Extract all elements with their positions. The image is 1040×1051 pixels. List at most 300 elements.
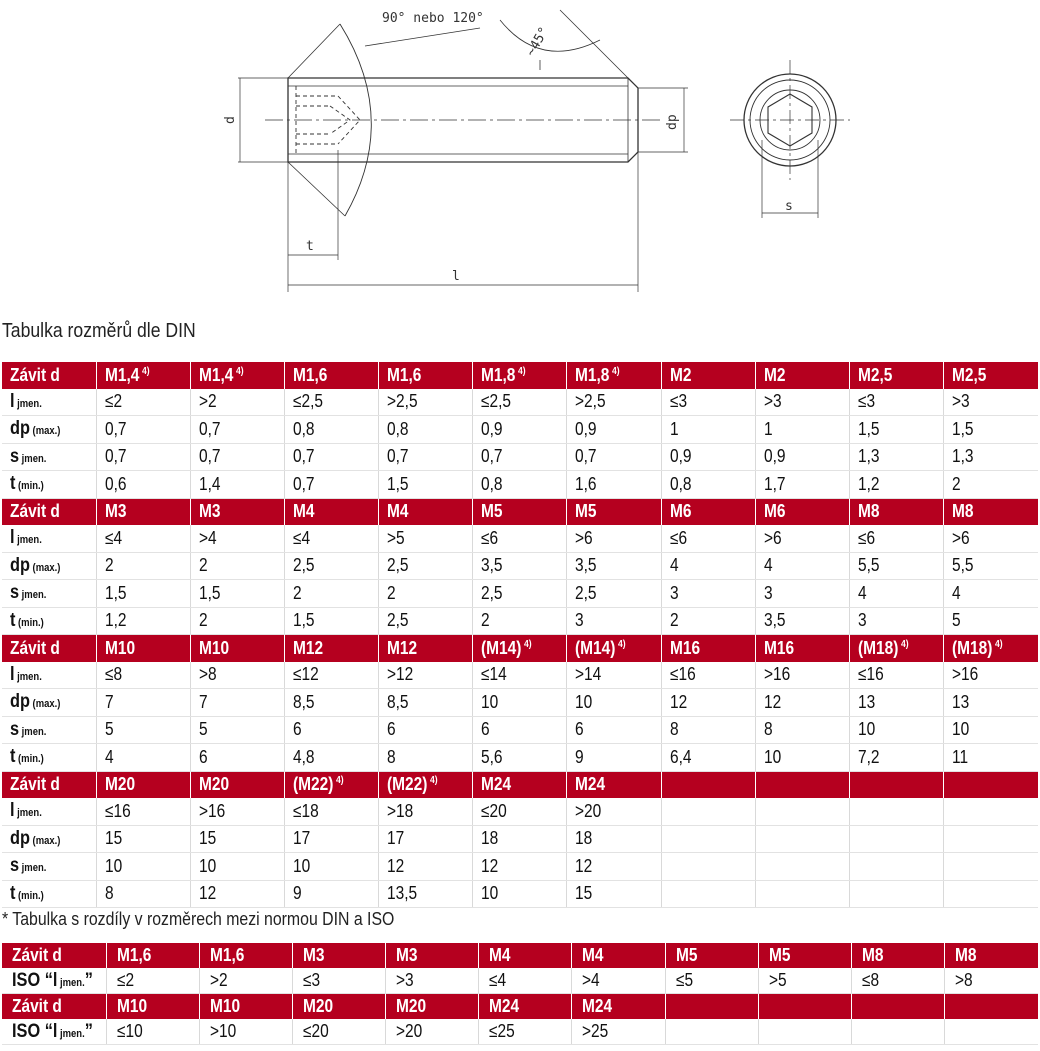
iso-thread-header-row [2, 943, 1038, 968]
dimension-value: 1 [669, 418, 679, 439]
iso-length-value: ≤5 [675, 970, 693, 990]
dimension-symbol: l [10, 390, 15, 412]
dimension-value-cell [190, 416, 284, 444]
dimension-label-wrap [10, 391, 42, 413]
dimension-value-cell [661, 552, 755, 580]
dimension-value: ≤2 [104, 391, 122, 412]
dimension-value-cell [473, 443, 567, 471]
thread-size-cell [661, 362, 755, 389]
thread-size-cell [386, 994, 479, 1020]
dimension-value-cell [379, 580, 473, 608]
dimension-symbol: t [10, 746, 16, 768]
thread-size-cell [945, 943, 1038, 968]
dimension-row [2, 471, 1038, 499]
iso-length-value-cell [479, 968, 572, 994]
dimension-value: 0,7 [292, 473, 315, 494]
dimension-value-cell [567, 853, 661, 881]
dimension-value: 1,5 [292, 610, 315, 631]
dimension-value: 12 [481, 855, 499, 876]
thread-size-cell [106, 943, 199, 968]
dimension-value-cell [379, 880, 473, 908]
dimension-value-cell [379, 798, 473, 825]
thread-size-cell [199, 994, 292, 1020]
dimension-value-cell [473, 525, 567, 552]
thread-header-row [2, 635, 1038, 662]
dimension-value-cell [850, 552, 944, 580]
iso-length-value: >4 [582, 970, 601, 990]
thread-size-text: M3 [104, 501, 127, 522]
dimension-value: 12 [575, 855, 593, 876]
dimension-value-cell [96, 880, 190, 908]
dimension-value-cell [661, 880, 755, 908]
iso-length-value-cell [572, 968, 665, 994]
dimension-label [2, 607, 96, 635]
dimension-qualifier: (max.) [32, 561, 61, 574]
thread-size: M8 [862, 945, 884, 965]
dimension-value: 2,5 [387, 555, 409, 576]
thread-size [952, 638, 1003, 659]
dimension-row [2, 416, 1038, 444]
dimension-value-cell [850, 443, 944, 471]
dimension-value: 7 [198, 691, 208, 712]
thread-size: M4 [582, 945, 604, 965]
iso-length-label [2, 968, 106, 994]
dimension-value: 0,8 [292, 418, 315, 439]
thread-size-cell [945, 994, 1038, 1020]
dimension-value: >14 [575, 664, 602, 685]
dimension-value-cell [567, 525, 661, 552]
iso-difference-table [2, 943, 1038, 1045]
thread-size-text: M2 [669, 364, 692, 385]
dimension-value: 9 [292, 883, 302, 904]
dimension-value: 2 [292, 582, 302, 603]
thread-label-text: Závit d [10, 364, 60, 385]
thread-size-text: M2,5 [952, 364, 987, 385]
dimension-value: 2 [198, 610, 208, 631]
thread-size-cell [190, 498, 284, 525]
thread-size [105, 365, 150, 386]
dimension-value-cell [944, 825, 1038, 853]
thread-size: M20 [302, 996, 333, 1016]
dimension-value: 5 [198, 719, 208, 740]
iso-length-value: ≤20 [302, 1021, 329, 1041]
dimension-value: ≤16 [669, 664, 696, 685]
thread-size-text: M6 [669, 501, 692, 522]
dimension-qualifier: jmen. [21, 725, 47, 738]
dim-d-label: d [223, 116, 238, 124]
dimension-value-cell [567, 716, 661, 744]
iso-length-value-cell [852, 1019, 945, 1045]
thread-size [199, 365, 244, 386]
dimension-value-cell [944, 853, 1038, 881]
dimension-value-cell [284, 389, 378, 416]
dimension-value: 0,7 [104, 446, 127, 467]
dimension-value-cell [379, 853, 473, 881]
dimension-value: 7,2 [858, 746, 880, 767]
dimension-value-cell [96, 443, 190, 471]
thread-size-cell [665, 943, 758, 968]
dimension-value: 13 [858, 691, 876, 712]
dimension-value-cell [96, 525, 190, 552]
thread-size-cell [661, 498, 755, 525]
dimension-value-cell [850, 662, 944, 689]
iso-length-value-cell [199, 968, 292, 994]
dimension-value: 10 [481, 883, 499, 904]
dimension-row [2, 880, 1038, 908]
footnote-mark: 4) [995, 638, 1003, 650]
dimension-value: 0,8 [387, 418, 409, 439]
dimension-value: ≤16 [858, 664, 884, 685]
dimension-symbol: s [10, 718, 20, 740]
thread-size: M5 [768, 945, 791, 965]
thread-size [199, 774, 229, 795]
dimension-value-cell [190, 689, 284, 717]
dimension-value: 2,5 [292, 555, 315, 576]
dimension-qualifier: (min.) [18, 616, 44, 629]
thread-size: M4 [489, 945, 511, 965]
thread-size-cell [473, 498, 567, 525]
thread-size-text: M10 [198, 637, 229, 658]
dimension-value-cell [755, 825, 849, 853]
dimension-label [2, 662, 96, 689]
thread-size-cell [755, 635, 849, 662]
dimension-value: 4 [763, 555, 773, 576]
dimension-value-cell [190, 443, 284, 471]
dimension-value-cell [850, 825, 944, 853]
dimension-row [2, 744, 1038, 772]
dimension-value: >4 [198, 527, 217, 548]
dimension-value-cell [96, 716, 190, 744]
dimension-value: 0,6 [104, 473, 127, 494]
din-dimension-table [2, 362, 1038, 908]
thread-size-cell [758, 994, 851, 1020]
thread-size-cell [755, 362, 849, 389]
thread-size-text: M3 [198, 501, 221, 522]
dimension-value: 0,9 [575, 418, 597, 439]
thread-size [670, 501, 692, 522]
thread-size-text: M6 [763, 501, 786, 522]
thread-size-cell [379, 498, 473, 525]
dimension-value-cell [190, 662, 284, 689]
iso-length-value: >20 [396, 1021, 423, 1041]
dimension-value-cell [190, 471, 284, 499]
thread-size [575, 365, 620, 386]
iso-length-value-cell [292, 968, 385, 994]
dim-s-label: s [785, 199, 793, 214]
dimension-value: 17 [387, 828, 405, 849]
dimension-value: 8 [387, 746, 396, 767]
dimension-value: 3 [763, 582, 773, 603]
dimension-value-cell [96, 744, 190, 772]
dimension-value-cell [96, 580, 190, 608]
dimension-value: ≤18 [292, 800, 319, 821]
dimension-value-cell [96, 416, 190, 444]
iso-length-value-cell [386, 968, 479, 994]
thread-size-text: (M14) [575, 637, 616, 658]
dimension-label-wrap [10, 828, 60, 850]
dimension-value: 17 [292, 828, 311, 849]
dimension-value-cell [661, 580, 755, 608]
dimension-value-cell [379, 662, 473, 689]
thread-size-cell [96, 771, 190, 798]
dimension-value-cell [96, 471, 190, 499]
dimension-value-cell [567, 662, 661, 689]
dimension-value-cell [190, 552, 284, 580]
thread-size-text: M4 [387, 501, 409, 522]
dimension-value: ≤12 [292, 664, 319, 685]
dimension-value: ≤14 [481, 664, 507, 685]
angle-label: 90° nebo 120° [382, 11, 484, 26]
dimension-value-cell [567, 744, 661, 772]
dimension-value-cell [944, 744, 1038, 772]
dimension-value: 13 [952, 691, 970, 712]
thread-size [105, 774, 135, 795]
thread-size-text: (M18) [952, 637, 993, 658]
thread-size [952, 501, 974, 522]
thread-size-text: M16 [669, 637, 700, 658]
dimension-value-cell [567, 443, 661, 471]
dimension-row [2, 389, 1038, 416]
thread-size-cell [479, 994, 572, 1020]
dimension-value-cell [190, 880, 284, 908]
dimension-value-cell [190, 607, 284, 635]
dimension-value-cell [96, 607, 190, 635]
dimension-value-cell [567, 416, 661, 444]
dimension-value-cell [944, 443, 1038, 471]
iso-label-qualifier: jmen. [59, 1027, 85, 1040]
thread-size-text: (M14) [481, 637, 522, 658]
thread-size-cell [473, 362, 567, 389]
dimension-value-cell [473, 825, 567, 853]
footnote-mark: 4) [141, 365, 150, 377]
dimension-value-cell [190, 716, 284, 744]
dimension-value-cell [284, 825, 378, 853]
dimension-value-cell [284, 853, 378, 881]
dimension-qualifier: (min.) [18, 480, 44, 493]
dimension-value: 1,2 [858, 473, 880, 494]
thread-size-text: M1,4 [198, 364, 234, 385]
thread-size-cell [755, 498, 849, 525]
thread-size-text: M20 [104, 774, 135, 795]
dimension-value-cell [661, 825, 755, 853]
dimension-value-cell [96, 552, 190, 580]
thread-header-row [2, 362, 1038, 389]
thread-size-cell [944, 362, 1038, 389]
dim-t-label: t [306, 239, 314, 254]
dimension-value: 6 [387, 719, 396, 740]
dimension-value-cell [755, 389, 849, 416]
dimension-value-cell [755, 662, 849, 689]
iso-length-label-wrap [12, 970, 93, 992]
thread-label [2, 943, 106, 968]
dimension-value: ≤6 [481, 527, 499, 548]
dimension-value-cell [755, 853, 849, 881]
dimension-value-cell [567, 471, 661, 499]
dimension-value-cell [190, 580, 284, 608]
dimension-value-cell [755, 552, 849, 580]
thread-size-text: M5 [575, 501, 597, 522]
dimension-label-wrap [10, 446, 46, 468]
dimension-value-cell [661, 662, 755, 689]
dimension-value-cell [661, 471, 755, 499]
dimension-value: 2 [387, 582, 396, 603]
dimension-value: 2 [481, 610, 490, 631]
dimension-value-cell [284, 880, 378, 908]
thread-size-cell [284, 635, 378, 662]
dimension-value-cell [473, 744, 567, 772]
thread-size: M10 [116, 996, 147, 1016]
dimension-value: >6 [575, 527, 594, 548]
thread-size [858, 501, 880, 522]
dimension-value-cell [190, 525, 284, 552]
dimension-value-cell [284, 525, 378, 552]
dimension-value-cell [755, 416, 849, 444]
dimension-value: 8,5 [387, 691, 409, 712]
footnote-mark: 4) [518, 365, 526, 377]
dimension-value-cell [190, 825, 284, 853]
dimension-value-cell [379, 689, 473, 717]
thread-size [575, 501, 597, 522]
thread-size-cell [567, 635, 661, 662]
thread-size-cell [572, 943, 665, 968]
iso-length-value-cell [199, 1019, 292, 1045]
dimension-label-wrap [10, 582, 46, 604]
thread-size [670, 638, 700, 659]
dimension-label [2, 525, 96, 552]
thread-size-text: M20 [198, 774, 229, 795]
dimension-value-cell [755, 607, 849, 635]
dimension-value-cell [96, 689, 190, 717]
dimension-value: 10 [481, 691, 499, 712]
dimension-value: 1,6 [575, 473, 597, 494]
dimension-value-cell [567, 607, 661, 635]
thread-label-text: Závit d [10, 774, 60, 795]
iso-length-value-cell [106, 968, 199, 994]
dimension-value: 4 [952, 582, 961, 603]
dimension-value: 0,9 [669, 446, 692, 467]
thread-size [293, 365, 327, 386]
iso-length-row [2, 1019, 1038, 1045]
dimension-value: >5 [387, 527, 405, 548]
iso-length-value: ≤4 [489, 970, 507, 990]
dimension-row [2, 798, 1038, 825]
thread-size-cell [852, 943, 945, 968]
dimension-value: 5 [952, 610, 961, 631]
thread-size-text: M24 [481, 774, 512, 795]
thread-size [481, 774, 511, 795]
dimension-value: >16 [198, 800, 225, 821]
thread-label-text: Závit d [10, 637, 60, 658]
dimension-value: 10 [104, 855, 122, 876]
iso-length-value-cell [758, 1019, 851, 1045]
dimension-value-cell [379, 716, 473, 744]
dimension-label-wrap [10, 883, 44, 905]
dimension-value: 1,2 [104, 610, 127, 631]
dimension-value: 3 [858, 610, 867, 631]
iso-length-value-cell [106, 1019, 199, 1045]
thread-size-cell [379, 635, 473, 662]
thread-size: M3 [302, 945, 325, 965]
dimension-symbol: l [10, 800, 15, 822]
dimension-symbol: dp [10, 691, 30, 713]
dimension-value: 6,4 [669, 746, 692, 767]
dimension-value-cell [379, 416, 473, 444]
dimension-value-cell [850, 471, 944, 499]
dimension-value: 10 [858, 719, 876, 740]
dimension-value: 4,8 [292, 746, 315, 767]
dimension-symbol: l [10, 527, 15, 549]
dimension-value: ≤2,5 [292, 391, 323, 412]
dimension-value-cell [755, 744, 849, 772]
dimension-label [2, 825, 96, 853]
technical-drawing [0, 0, 1040, 300]
dimension-value: 1,4 [198, 473, 221, 494]
thread-size [293, 501, 315, 522]
dimension-value-cell [944, 389, 1038, 416]
thread-size [764, 365, 786, 386]
iso-length-value: >8 [955, 970, 973, 990]
dimension-value-cell [284, 662, 378, 689]
dimension-symbol: t [10, 473, 16, 495]
dimension-value-cell [567, 880, 661, 908]
thread-size [575, 774, 605, 795]
thread-size-text: M10 [104, 637, 135, 658]
dimension-value: 0,7 [575, 446, 597, 467]
dimension-value: 2,5 [575, 582, 597, 603]
thread-size-text: M4 [292, 501, 315, 522]
thread-size-cell [190, 362, 284, 389]
dimension-value: 0,9 [481, 418, 503, 439]
iso-length-value: >3 [396, 970, 414, 990]
dimension-label-wrap [10, 746, 44, 768]
dimension-label [2, 471, 96, 499]
dimension-row [2, 607, 1038, 635]
iso-length-value-cell [852, 968, 945, 994]
thread-size: M3 [396, 945, 418, 965]
dimension-value: ≤3 [669, 391, 687, 412]
dimension-value-cell [850, 580, 944, 608]
dimension-value: 2,5 [481, 582, 503, 603]
thread-size [387, 638, 417, 659]
dimension-qualifier: jmen. [21, 862, 47, 875]
thread-size-text: M12 [387, 637, 418, 658]
dimension-value: 1,3 [858, 446, 880, 467]
thread-size-text: M8 [858, 501, 880, 522]
dimension-value: ≤4 [292, 527, 310, 548]
thread-size-cell [106, 994, 199, 1020]
dimension-value: 0,7 [387, 446, 409, 467]
thread-size-cell [190, 771, 284, 798]
dimension-value: 10 [198, 855, 216, 876]
dimension-value: 0,7 [198, 446, 221, 467]
dimension-label [2, 389, 96, 416]
iso-label-close-quote: ” [84, 969, 93, 991]
dimension-value-cell [190, 853, 284, 881]
dimension-value-cell [567, 552, 661, 580]
thread-size [481, 365, 526, 386]
dimension-value: 6 [292, 719, 302, 740]
dimension-value: 8 [763, 719, 773, 740]
dimension-row [2, 825, 1038, 853]
dimension-value: 4 [104, 746, 114, 767]
dimension-value: 2 [669, 610, 679, 631]
dimension-value: 4 [858, 582, 867, 603]
thread-size-cell [852, 994, 945, 1020]
dimension-label-wrap [10, 527, 42, 549]
dimension-value: 0,7 [481, 446, 503, 467]
dimension-value: >3 [763, 391, 782, 412]
thread-size-cell [850, 635, 944, 662]
